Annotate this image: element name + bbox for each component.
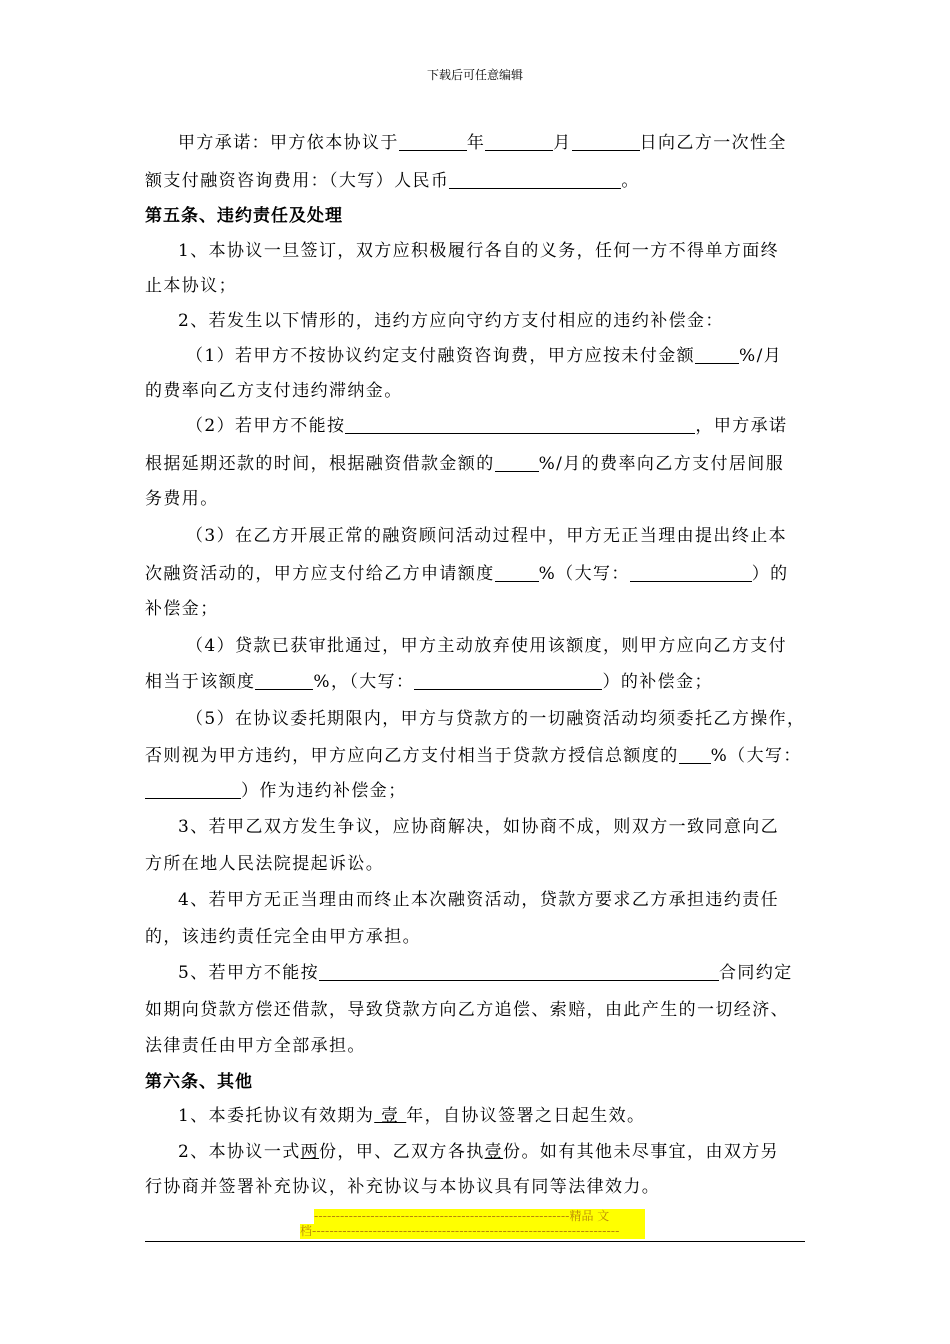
text: ）的补偿金； xyxy=(602,672,713,692)
text: 次融资活动的，甲方应支付给乙方申请额度 xyxy=(145,564,495,584)
text: 2、本协议一式 xyxy=(178,1142,301,1162)
paragraph-line xyxy=(178,1137,779,1162)
text: 相当于该额度 xyxy=(145,672,256,692)
blank-field xyxy=(695,346,739,364)
paragraph-line: 方所在地人民法院提起诉讼。 xyxy=(145,854,385,874)
paragraph-line: 的费率向乙方支付违约滞纳金。 xyxy=(145,381,403,401)
paragraph-line xyxy=(145,741,802,766)
text: 5、若甲方不能按 xyxy=(178,963,320,983)
paragraph-line xyxy=(178,128,787,153)
text: %（大写： xyxy=(538,564,630,584)
paragraph-line xyxy=(186,411,787,436)
text: 年，自协议签署之日起生效。 xyxy=(406,1106,646,1126)
text: 日向乙方一次性全 xyxy=(639,133,787,153)
paragraph-line: 的，该违约责任完全由甲方承担。 xyxy=(145,927,421,947)
paragraph-line xyxy=(145,667,713,692)
section-heading-5: 第五条、违约责任及处理 xyxy=(145,206,343,226)
text: 月 xyxy=(553,133,572,153)
filled-value: 壹 xyxy=(484,1142,504,1162)
paragraph-line xyxy=(186,341,782,366)
paragraph-line: 1、本协议一旦签订，双方应积极履行各自的义务，任何一方不得单方面终 xyxy=(178,241,780,261)
section-heading-6: 第六条、其他 xyxy=(145,1072,253,1092)
paragraph-line: 3、若甲乙双方发生争议，应协商解决，如协商不成，则双方一致同意向乙 xyxy=(178,817,780,837)
blank-field xyxy=(630,564,752,582)
text: ，甲方承诺 xyxy=(695,416,788,436)
blank-field xyxy=(414,672,602,690)
paragraph-line: （4）贷款已获审批通过，甲方主动放弃使用该额度，则甲方应向乙方支付 xyxy=(186,636,788,656)
text: 否则视为甲方违约，甲方应向乙方支付相当于贷款方授信总额度的 xyxy=(145,746,679,766)
blank-field xyxy=(255,672,313,690)
text: %/月 xyxy=(739,346,783,366)
text: （2）若甲方不能按 xyxy=(186,416,346,436)
footer-watermark-line1: -----------------------------------------------------------精品 文 xyxy=(314,1209,645,1224)
blank-field xyxy=(399,133,467,151)
paragraph-line: （5）在协议委托期限内，甲方与贷款方的一切融资活动均须委托乙方操作， xyxy=(186,709,806,729)
paragraph-line xyxy=(145,559,789,584)
blank-field xyxy=(319,963,719,981)
text: 份。如有其他未尽事宜，由双方另 xyxy=(503,1142,780,1162)
footer-watermark-line2: 档----------------------------------------------------------------------- xyxy=(300,1224,645,1239)
paragraph-line: 止本协议； xyxy=(145,276,237,296)
text: %（大写： xyxy=(710,746,802,766)
blank-field xyxy=(572,133,640,151)
paragraph-line xyxy=(145,166,640,191)
text: 份，甲、乙双方各执 xyxy=(319,1142,485,1162)
paragraph-line xyxy=(145,449,784,474)
paragraph-line xyxy=(178,1101,645,1126)
blank-field xyxy=(495,564,539,582)
text: %/月的费率向乙方支付居间服 xyxy=(538,454,785,474)
blank-field xyxy=(449,171,621,189)
text: %，（大写： xyxy=(313,672,415,692)
page-header: 下载后可任意编辑 xyxy=(426,68,523,82)
filled-value: 两 xyxy=(300,1142,320,1162)
blank-field xyxy=(485,133,553,151)
text: 根据延期还款的时间，根据融资借款金额的 xyxy=(145,454,495,474)
footer-rule xyxy=(145,1241,805,1242)
paragraph-line: 如期向贷款方偿还借款，导致贷款方向乙方追偿、索赔，由此产生的一切经济、 xyxy=(145,1000,789,1020)
blank-field xyxy=(495,454,539,472)
paragraph-line: 务费用。 xyxy=(145,489,219,509)
text: 额支付融资咨询费用：（大写）人民币 xyxy=(145,171,450,191)
filled-value: 壹 xyxy=(374,1106,407,1126)
text: 甲方承诺：甲方依本协议于 xyxy=(178,133,399,153)
paragraph-line: 补偿金； xyxy=(145,599,219,619)
blank-field xyxy=(345,416,695,434)
paragraph-line xyxy=(178,958,793,983)
text: 。 xyxy=(621,171,640,191)
paragraph-line: （3）在乙方开展正常的融资顾问活动过程中，甲方无正当理由提出终止本 xyxy=(186,526,788,546)
paragraph-line: 法律责任由甲方全部承担。 xyxy=(145,1036,366,1056)
paragraph-line xyxy=(145,776,407,801)
paragraph-line: 行协商并签署补充协议，补充协议与本协议具有同等法律效力。 xyxy=(145,1177,661,1197)
text: ）作为违约补偿金； xyxy=(241,781,407,801)
blank-field xyxy=(679,746,711,764)
blank-field xyxy=(145,781,241,799)
text: 年 xyxy=(466,133,486,153)
text: ）的 xyxy=(751,564,789,584)
text: 1、本委托协议有效期为 xyxy=(178,1106,375,1126)
text: （1）若甲方不按协议约定支付融资咨询费，甲方应按未付金额 xyxy=(186,346,696,366)
text: 合同约定 xyxy=(719,963,793,983)
paragraph-line: 2、若发生以下情形的，违约方应向守约方支付相应的违约补偿金： xyxy=(178,311,724,331)
paragraph-line: 4、若甲方无正当理由而终止本次融资活动，贷款方要求乙方承担违约责任 xyxy=(178,890,780,910)
